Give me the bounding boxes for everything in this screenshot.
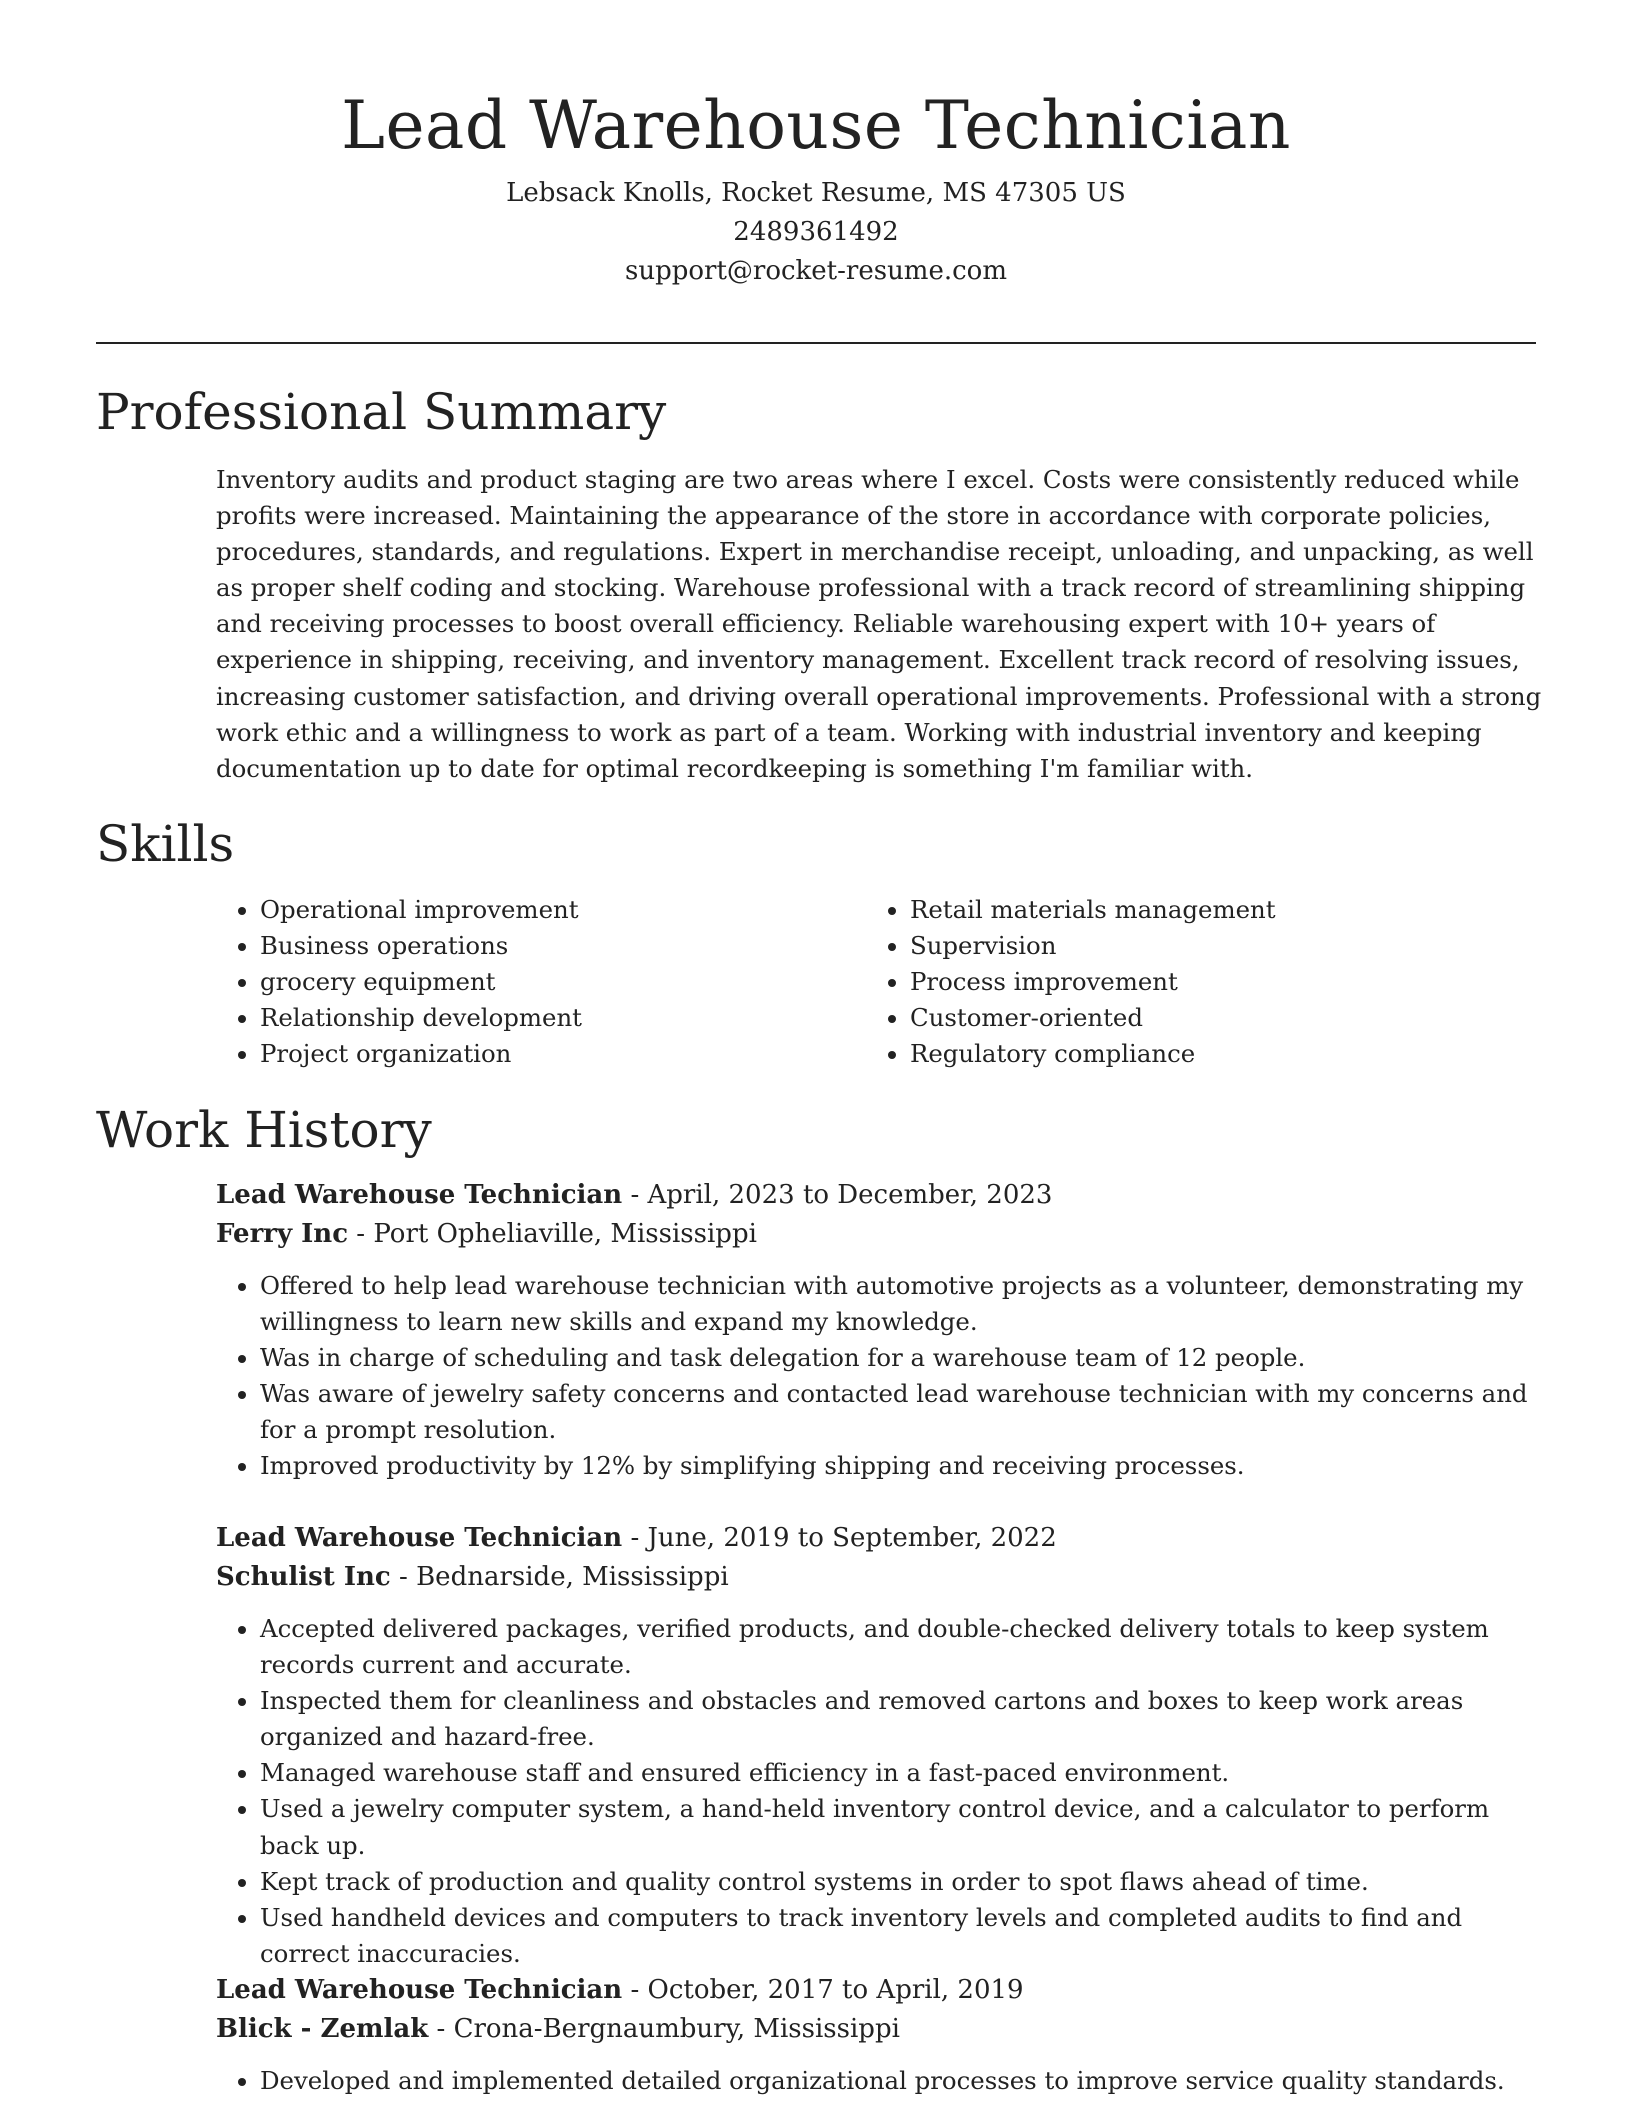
job-company-line [216,2010,1546,2049]
summary-text: Inventory audits and product staging are two areas where I excel. Costs were consistently reduced while profits were increased. Maintaining the appearance of the store in accordance with corporate policies, procedures, standards, and regulations. Expert in merchandise receipt, unloading, and unpacking, as well as proper shelf coding and stocking. Warehouse professional with a track record of streamlining shipping and receiving processes to boost overall efficiency. Reliable warehousing expert with 10+ years of experience in shipping, receiving, and inventory management. Excellent track record of resolving issues, increasing customer satisfaction, and driving overall operational improvements. Professional with a strong work ethic and a willingness to work as part of a team. Working with industrial inventory and keeping documentation up to date for optimal recordkeeping is something I'm familiar with. [216,465,1542,783]
job-entry [216,1519,1546,1972]
job-bullets [216,1611,1546,1972]
skills-column-left [216,892,866,1072]
job-dates: - June, 2019 to September, 2022 [622,1523,1057,1553]
resume-header [0,0,1632,291]
job-company: Schulist Inc [216,1562,391,1592]
job-bullet: • Inspected them for cleanliness and obstacles and removed cartons and boxes to keep work areas organized and hazard-free. [260,1683,1546,1755]
skill-item: • Business operations [260,928,866,964]
contact-address: Lebsack Knolls, Rocket Resume, MS 47305 US [506,178,1126,208]
job-title-line [216,1176,1546,1215]
job-title-line [216,1971,1546,2010]
job-bullet: • Offered to help lead warehouse technician with automotive projects as a volunteer, demonstrating my willingness to learn new skills and expand my knowledge. [260,1268,1546,1340]
job-bullet: • Kept track of production and quality control systems in order to spot flaws ahead of time. [260,1864,1546,1900]
skills-column-right [866,892,1516,1072]
contact-email: support@rocket-resume.com [624,256,1007,286]
job-title: Lead Warehouse Technician [216,1975,623,2005]
skill-item: • Project organization [260,1036,866,1072]
job-entry [216,1176,1546,1485]
job-title-line [216,1519,1546,1558]
job-location: - Bednarside, Mississippi [390,1562,729,1592]
resume-name: Lead Warehouse Technician [341,87,1291,164]
job-company: Blick - Zemlak [216,2014,429,2044]
skill-item: • Operational improvement [260,892,866,928]
skills-list [216,892,1536,1072]
summary-heading: Professional Summary [96,383,667,441]
job-bullet: • Used a jewelry computer system, a hand-held inventory control device, and a calculator to perform back up. [260,1791,1546,1863]
skill-item: • Regulatory compliance [910,1036,1516,1072]
job-bullet: • Improved productivity by 12% by simplifying shipping and receiving processes. [260,1448,1546,1484]
skill-item: • Relationship development [260,1000,866,1036]
job-company-line [216,1558,1546,1597]
skill-item: • Retail materials management [910,892,1516,928]
skill-item: • grocery equipment [260,964,866,1000]
skill-item: • Process improvement [910,964,1516,1000]
job-bullet: • Developed and implemented detailed organizational processes to improve service quality standards. [260,2063,1546,2099]
job-title: Lead Warehouse Technician [216,1180,623,1210]
header-divider [96,342,1536,344]
job-title: Lead Warehouse Technician [216,1523,623,1553]
job-dates: - April, 2023 to December, 2023 [622,1180,1053,1210]
skill-item: • Supervision [910,928,1516,964]
job-company: Ferry Inc [216,1219,349,1249]
job-dates: - October, 2017 to April, 2019 [622,1975,1024,2005]
job-company-line [216,1215,1546,1254]
job-bullet: • Was aware of jewelry safety concerns and contacted lead warehouse technician with my concerns and for a prompt resolution. [260,1376,1546,1448]
job-bullet: • Was in charge of scheduling and task delegation for a warehouse team of 12 people. [260,1340,1546,1376]
job-location: - Crona-Bergnaumbury, Mississippi [428,2014,900,2044]
job-bullet: • Managed warehouse staff and ensured efficiency in a fast-paced environment. [260,1755,1546,1791]
job-bullet: • Used handheld devices and computers to track inventory levels and completed audits to find and correct inaccuracies. [260,1900,1546,1972]
work-history-heading: Work History [96,1101,432,1159]
contact-phone: 2489361492 [733,217,899,247]
job-bullets [216,1268,1546,1485]
skills-heading: Skills [96,815,235,873]
job-bullet: • Accepted delivered packages, verified products, and double-checked delivery totals to keep system records current and accurate. [260,1611,1546,1683]
job-location: - Port Opheliaville, Mississippi [348,1219,757,1249]
skill-item: • Customer-oriented [910,1000,1516,1036]
job-bullets [216,2063,1546,2099]
job-entry [216,1971,1546,2099]
